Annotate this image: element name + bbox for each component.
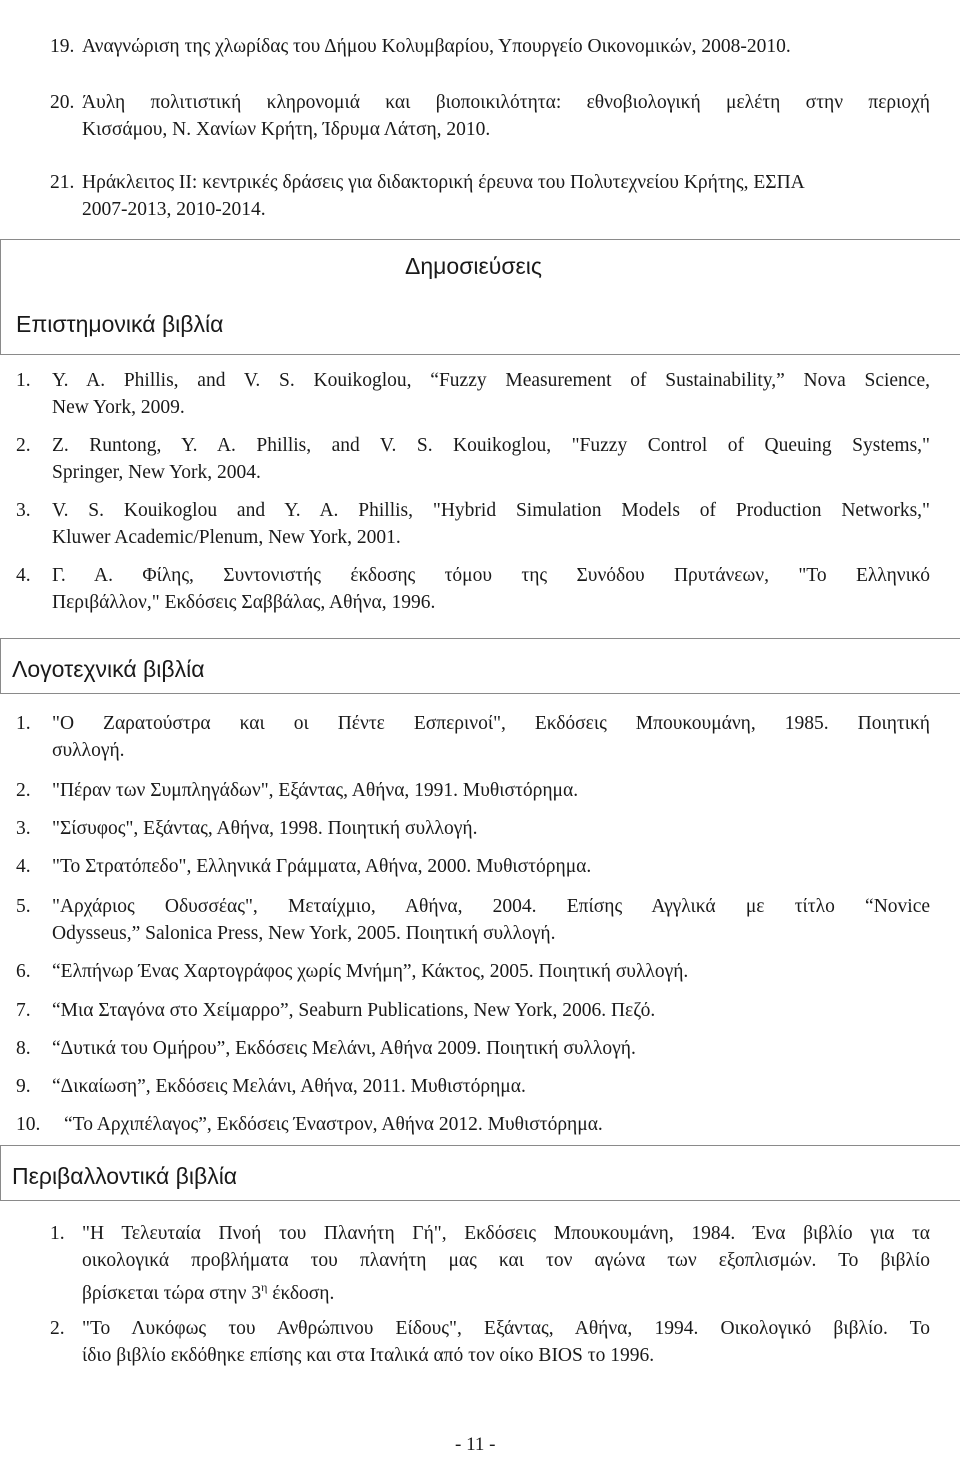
list-item [16,777,930,804]
list-item [16,497,930,551]
item-number: 8. [16,1038,31,1059]
item-text: Αναγνώριση της χλωρίδας του Δήμου Κολυμβαρίου, Υπουργείο Οικονομικών, 2008-2010. [82,36,791,57]
item-number: 6. [16,961,31,982]
item-number: 2. [16,780,31,801]
section-title-scientific-books: Επιστημονικά βιβλία [16,311,224,337]
list-item [16,367,930,421]
section-title-literary-books: Λογοτεχνικά βιβλία [12,656,205,682]
list-item [16,997,930,1024]
section-divider [0,1200,960,1201]
list-item [16,958,930,985]
item-text: “Ελπήνωρ Ένας Χαρτογράφος χωρίς Μνήμη”, Κάκτος, 2005. Ποιητική συλλογή. [52,961,689,982]
item-number: 1. [50,1223,65,1244]
list-item [50,1315,930,1369]
page-number: - 11 - [455,1434,496,1455]
item-text: “Δικαίωση”, Εκδόσεις Μελάνι, Αθήνα, 2011. Μυθιστόρημα. [52,1076,526,1097]
item-text: οικολογικά προβλήματα του πλανήτη μας και τον αγώνα των εξοπλισμών. Το βιβλίο [82,1250,930,1271]
section-title-environmental-books: Περιβαλλοντικά βιβλία [12,1163,238,1189]
item-number: 2. [16,435,31,456]
list-item [50,1220,930,1304]
item-text: Z. Runtong, Y. A. Phillis, and V. S. Kouikoglou, "Fuzzy Control of Queuing Systems," [52,435,930,456]
item-text: “Δυτικά του Ομήρου”, Εκδόσεις Μελάνι, Αθήνα 2009. Ποιητική συλλογή. [52,1038,636,1059]
item-text: Kluwer Academic/Plenum, New York, 2001. [52,527,401,548]
item-number: 3. [16,818,31,839]
item-number: 1. [16,370,31,391]
item-number: 1. [16,713,31,734]
item-text: V. S. Kouikoglou and Y. A. Phillis, "Hybrid Simulation Models of Production Networks," [52,500,930,521]
item-text: Γ. Α. Φίλης, Συντονιστής έκδοσης τόμου της Συνόδου Πρυτάνεων, "Το Ελληνικό [52,565,930,586]
list-item [16,710,930,764]
item-text: Springer, New York, 2004. [52,462,261,483]
section-divider [0,1145,960,1146]
item-number: 4. [16,565,31,586]
item-number: 21. [50,172,75,193]
item-text: Κισσάμου, Ν. Χανίων Κρήτη, Ίδρυμα Λάτση, 2010. [82,119,491,140]
item-number: 3. [16,500,31,521]
item-text: "Ο Ζαρατούστρα και οι Πέντε Εσπερινοί", Εκδόσεις Μπουκουμάνη, 1985. Ποιητική [52,713,930,734]
list-item [50,169,930,223]
list-item [16,432,930,486]
section-divider [0,1145,1,1200]
item-number: 2. [50,1318,65,1339]
section-divider [0,638,1,693]
item-text: "Το Λυκόφως του Ανθρώπινου Είδους", Εξάντας, Αθήνα, 1994. Οικολογικό βιβλίο. Το [82,1318,930,1339]
item-number: 4. [16,856,31,877]
item-text: “Το Αρχιπέλαγος”, Εκδόσεις Έναστρον, Αθήνα 2012. Μυθιστόρημα. [64,1114,603,1135]
item-text: συλλογή. [52,740,125,761]
item-text-part: έκδοση. [267,1283,335,1304]
item-text: "Σίσυφος", Εξάντας, Αθήνα, 1998. Ποιητική συλλογή. [52,818,478,839]
item-number: 19. [50,36,75,57]
item-text [82,1274,334,1307]
list-item [16,1111,930,1138]
item-number: 9. [16,1076,31,1097]
list-item [50,89,930,143]
list-item [16,815,930,842]
section-divider [0,354,960,355]
item-text: New York, 2009. [52,397,185,418]
section-divider [0,239,960,240]
item-text: Odysseus,” Salonica Press, New York, 2005. Ποιητική συλλογή. [52,923,556,944]
list-item [16,1073,930,1100]
item-number: 5. [16,896,31,917]
item-text: "Το Στρατόπεδο", Ελληνικά Γράμματα, Αθήνα, 2000. Μυθιστόρημα. [52,856,592,877]
item-text: Y. A. Phillis, and V. S. Kouikoglou, “Fuzzy Measurement of Sustainability,” Nova Science, [52,370,930,391]
list-item [16,1035,930,1062]
item-text: "Αρχάριος Οδυσσέας", Μεταίχμιο, Αθήνα, 2004. Επίσης Αγγλικά με τίτλο “Novice [52,896,930,917]
item-text-part: βρίσκεται τώρα στην 3 [82,1283,262,1304]
item-text: "Πέραν των Συμπληγάδων", Εξάντας, Αθήνα, 1991. Μυθιστόρημα. [52,780,579,801]
item-text: “Μια Σταγόνα στο Χείμαρρο”, Seaburn Publications, New York, 2006. Πεζό. [52,1000,656,1021]
superscript: η [261,1280,268,1294]
item-text: Ηράκλειτος ΙΙ: κεντρικές δράσεις για διδακτορική έρευνα του Πολυτεχνείου Κρήτης, ΕΣΠΑ [82,172,805,193]
item-number: 10. [16,1114,41,1135]
section-divider [0,239,1,354]
item-number: 20. [50,92,75,113]
section-divider [0,638,960,639]
item-text: ίδιο βιβλίο εκδόθηκε επίσης και στα Ιταλικά από τον οίκο BIOS το 1996. [82,1345,655,1366]
item-text: Περιβάλλον," Εκδόσεις Σαββάλας, Αθήνα, 1996. [52,592,436,613]
publications-heading: Δημοσιεύσεις [405,253,542,279]
list-item [16,893,930,947]
section-divider [0,693,960,694]
item-text: Άυλη πολιτιστική κληρονομιά και βιοποικιλότητα: εθνοβιολογική μελέτη στην περιοχή [82,92,930,113]
item-text: 2007-2013, 2010-2014. [82,199,266,220]
item-text: "Η Τελευταία Πνοή του Πλανήτη Γή", Εκδόσεις Μπουκουμάνη, 1984. Ένα βιβλίο για τα [82,1223,930,1244]
list-item [16,562,930,616]
list-item [50,33,930,60]
item-number: 7. [16,1000,31,1021]
list-item [16,853,930,880]
